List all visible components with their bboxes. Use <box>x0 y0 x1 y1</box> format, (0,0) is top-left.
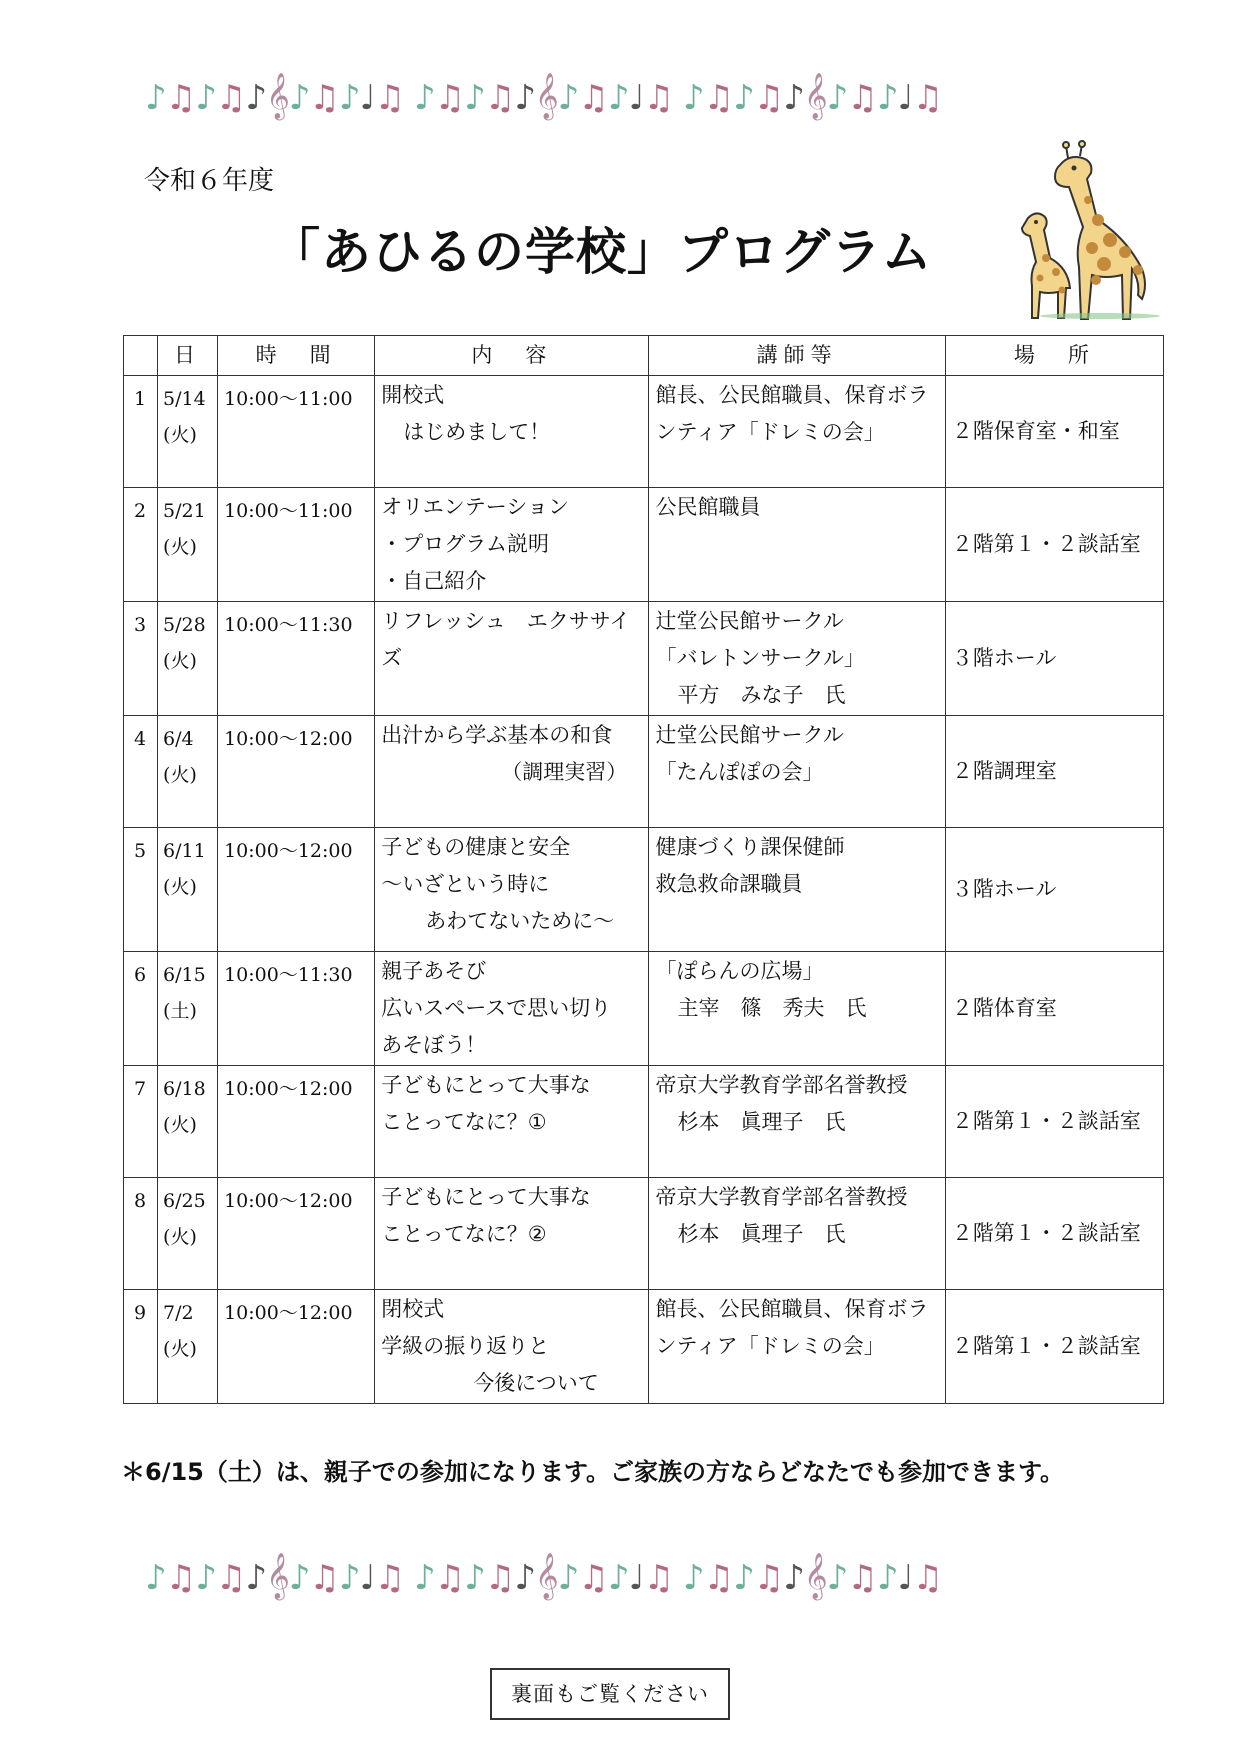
session-date <box>158 376 218 488</box>
music-note-icon: ♪ <box>514 78 536 118</box>
fiscal-year: 令和６年度 <box>144 166 275 196</box>
session-lecturer <box>649 488 945 602</box>
program-schedule-table <box>123 335 1164 1404</box>
cell-line: 5/21 <box>163 500 206 522</box>
music-note-icon: ♪ <box>514 1558 536 1598</box>
cell-line: あわてないために～ <box>425 909 615 933</box>
music-note-icon: ♩ <box>628 1558 644 1598</box>
session-place: ２階第１・２談話室 <box>945 1178 1163 1290</box>
session-place: ２階第１・２談話室 <box>945 1290 1163 1404</box>
music-note-icon: ♪ <box>464 1558 485 1598</box>
cell-line: ・プログラム説明 <box>381 532 550 556</box>
cell-line: 公民館職員 <box>655 495 761 519</box>
cell-line: はじめまして！ <box>403 420 551 444</box>
session-time: 10:00～11:00 <box>218 376 375 488</box>
session-time: 10:00～11:30 <box>218 602 375 716</box>
music-notes-border-top <box>145 68 1075 124</box>
page-title: 「あひるの学校」プログラム <box>270 223 933 281</box>
music-note-icon: ♫ <box>309 78 339 118</box>
music-note-icon: 𝄞 <box>535 1553 558 1599</box>
session-date <box>158 1066 218 1178</box>
music-note-icon: ♪ <box>145 78 166 118</box>
music-note-icon: ♪ <box>783 1558 804 1598</box>
session-content <box>375 602 649 716</box>
table-row <box>124 602 1164 716</box>
cell-line: 子どもにとって大事な <box>381 1185 591 1209</box>
music-note-icon: ♪ <box>413 78 435 118</box>
header-content: 内 容 <box>375 336 649 376</box>
music-note-icon: ♫ <box>703 78 734 118</box>
session-lecturer <box>649 828 945 952</box>
music-note-icon: ♩ <box>628 78 644 118</box>
session-date <box>158 716 218 828</box>
cell-line: (火) <box>163 764 197 786</box>
table-row <box>124 1066 1164 1178</box>
cell-line: 「たんぽぽの会」 <box>655 760 824 784</box>
music-note-icon: ♫ <box>643 1558 674 1598</box>
header-time: 時 間 <box>218 336 375 376</box>
music-note-icon: ♫ <box>374 1558 405 1598</box>
cell-line: 5/14 <box>163 388 206 410</box>
session-time: 10:00～11:00 <box>218 488 375 602</box>
music-note-icon: ♫ <box>847 78 877 118</box>
music-note-icon: ♪ <box>607 1558 629 1598</box>
cell-line: 出汁から学ぶ基本の和食 <box>381 723 613 747</box>
table-row <box>124 376 1164 488</box>
cell-line: あそぼう！ <box>381 1033 487 1057</box>
session-lecturer <box>649 376 945 488</box>
music-note-icon: ♫ <box>484 1558 515 1598</box>
music-note-icon: ♪ <box>876 1558 898 1598</box>
music-note-icon: ♫ <box>215 78 246 118</box>
table-row <box>124 828 1164 952</box>
header-lecturer: 講師等 <box>649 336 945 376</box>
music-note-icon: ♪ <box>464 78 485 118</box>
session-number: 9 <box>124 1290 158 1404</box>
cell-line: 「ぽらんの広場」 <box>655 959 824 983</box>
music-note-icon: ♫ <box>912 1558 943 1598</box>
session-time: 10:00～12:00 <box>218 1066 375 1178</box>
music-note-icon: ♪ <box>413 1558 435 1598</box>
cell-line: 6/15 <box>163 964 206 986</box>
session-place: ２階調理室 <box>945 716 1163 828</box>
music-note-icon: ♫ <box>578 78 608 118</box>
cell-line: 7/2 <box>163 1302 194 1324</box>
session-time: 10:00～12:00 <box>218 828 375 952</box>
music-note-icon: ♪ <box>826 1558 848 1598</box>
cell-line: (土) <box>163 1000 197 1022</box>
see-reverse-side-box: 裏面もご覧ください <box>490 1668 730 1720</box>
table-row <box>124 488 1164 602</box>
session-place: ３階ホール <box>945 602 1163 716</box>
music-note-icon: ♪ <box>682 1558 704 1598</box>
cell-line: オリエンテーション <box>381 495 569 519</box>
session-content <box>375 488 649 602</box>
cell-line: 辻堂公民館サークル <box>655 723 844 747</box>
session-date <box>158 1178 218 1290</box>
session-number: 2 <box>124 488 158 602</box>
music-note-icon: ♫ <box>912 78 943 118</box>
music-note-icon: ♩ <box>897 78 913 118</box>
music-note-icon: ♪ <box>195 1558 216 1598</box>
music-note-icon: ♫ <box>434 1558 465 1598</box>
cell-line: 館長、公民館職員、保育ボラ <box>655 1297 929 1321</box>
cell-line: 閉校式 <box>381 1297 445 1321</box>
cell-line: 学級の振り返りと <box>381 1334 550 1358</box>
session-place: ３階ホール <box>945 828 1163 952</box>
session-number: 7 <box>124 1066 158 1178</box>
music-notes-border-bottom <box>145 1548 1075 1604</box>
cell-line: 6/11 <box>163 840 206 862</box>
cell-line: (火) <box>163 876 197 898</box>
session-number: 5 <box>124 828 158 952</box>
music-note-icon: ♪ <box>338 1558 360 1598</box>
session-lecturer <box>649 602 945 716</box>
cell-line: 6/4 <box>163 728 194 750</box>
session-time: 10:00～12:00 <box>218 1290 375 1404</box>
session-number: 3 <box>124 602 158 716</box>
cell-line: 帝京大学教育学部名誉教授 <box>655 1185 908 1209</box>
music-note-icon: 𝄞 <box>803 73 827 119</box>
music-note-icon: ♫ <box>643 78 674 118</box>
session-place: ２階保育室・和室 <box>945 376 1163 488</box>
session-lecturer <box>649 1066 945 1178</box>
cell-line: ～いざという時に <box>381 872 550 896</box>
music-note-icon: ♪ <box>557 78 579 118</box>
music-note-icon: ♪ <box>245 78 267 118</box>
session-time: 10:00～12:00 <box>218 1178 375 1290</box>
session-lecturer <box>649 1290 945 1404</box>
cell-line: 開校式 <box>381 383 445 407</box>
cell-line: ンティア「ドレミの会」 <box>655 1334 885 1358</box>
music-note-icon: ♪ <box>826 78 848 118</box>
session-date <box>158 602 218 716</box>
music-note-icon: ♫ <box>165 1558 196 1598</box>
music-note-icon: ♫ <box>578 1558 608 1598</box>
table-row <box>124 716 1164 828</box>
cell-line: (火) <box>163 536 197 558</box>
cell-line: （調理実習） <box>501 760 628 784</box>
cell-line: 5/28 <box>163 614 206 636</box>
cell-line: 今後について <box>473 1371 599 1395</box>
music-note-icon: ♪ <box>733 78 754 118</box>
music-note-icon: ♪ <box>557 1558 579 1598</box>
table-row <box>124 1178 1164 1290</box>
cell-line: 6/25 <box>163 1190 206 1212</box>
cell-line: ンティア「ドレミの会」 <box>655 420 885 444</box>
session-lecturer <box>649 716 945 828</box>
cell-line: ことってなに？① <box>381 1110 547 1134</box>
cell-line: 6/18 <box>163 1078 206 1100</box>
session-number: 4 <box>124 716 158 828</box>
session-content <box>375 1290 649 1404</box>
table-row <box>124 1290 1164 1404</box>
session-content <box>375 828 649 952</box>
cell-line: 杉本 眞理子 氏 <box>677 1110 846 1134</box>
music-note-icon: ♪ <box>288 78 310 118</box>
session-time: 10:00～12:00 <box>218 716 375 828</box>
cell-line: 親子あそび <box>381 959 487 983</box>
cell-line: 帝京大学教育学部名誉教授 <box>655 1073 908 1097</box>
music-note-icon: ♪ <box>145 1558 166 1598</box>
cell-line: (火) <box>163 650 197 672</box>
music-note-icon: ♩ <box>897 1558 913 1598</box>
session-place: ２階体育室 <box>945 952 1163 1066</box>
music-note-icon: ♪ <box>288 1558 310 1598</box>
music-note-icon: ♫ <box>484 78 515 118</box>
table-header-row <box>124 336 1164 376</box>
session-number: 8 <box>124 1178 158 1290</box>
header-place: 場 所 <box>945 336 1163 376</box>
cell-line: 子どもにとって大事な <box>381 1073 591 1097</box>
music-note-icon: ♪ <box>195 78 216 118</box>
cell-line: 館長、公民館職員、保育ボラ <box>655 383 929 407</box>
music-note-icon: 𝄞 <box>266 73 289 119</box>
session-date <box>158 952 218 1066</box>
session-lecturer <box>649 952 945 1066</box>
cell-line: 杉本 眞理子 氏 <box>677 1222 846 1246</box>
family-participation-note: ＊6/15（土）は、親子での参加になります。ご家族の方ならどなたでも参加できます。 <box>121 1458 1065 1486</box>
music-note-icon: ♪ <box>607 78 629 118</box>
cell-line: 辻堂公民館サークル <box>655 609 844 633</box>
cell-line: 主宰 篠 秀夫 氏 <box>677 996 867 1020</box>
cell-line: 子どもの健康と安全 <box>381 835 571 859</box>
music-note-icon: ♩ <box>359 78 375 118</box>
music-note-icon: ♫ <box>753 1558 784 1598</box>
cell-line: ・自己紹介 <box>381 569 487 593</box>
header-date: 日 <box>158 336 218 376</box>
session-place: ２階第１・２談話室 <box>945 1066 1163 1178</box>
music-note-icon: ♪ <box>245 1558 267 1598</box>
session-content <box>375 1178 649 1290</box>
session-date <box>158 1290 218 1404</box>
session-number: 6 <box>124 952 158 1066</box>
cell-line: (火) <box>163 1226 197 1248</box>
music-note-icon: ♫ <box>374 78 405 118</box>
music-note-icon: ♫ <box>847 1558 877 1598</box>
cell-line: 「バレトンサークル」 <box>655 646 865 670</box>
music-note-icon: ♫ <box>165 78 196 118</box>
cell-line: (火) <box>163 1114 197 1136</box>
session-number: 1 <box>124 376 158 488</box>
music-note-icon: 𝄞 <box>535 73 558 119</box>
table-row <box>124 952 1164 1066</box>
music-note-icon: ♪ <box>876 78 898 118</box>
music-note-icon: 𝄞 <box>803 1553 827 1599</box>
music-note-icon: ♪ <box>783 78 804 118</box>
music-note-icon: ♫ <box>309 1558 339 1598</box>
session-content <box>375 952 649 1066</box>
header-number <box>124 336 158 376</box>
cell-line: ことってなに？② <box>381 1222 547 1246</box>
session-content <box>375 1066 649 1178</box>
session-time: 10:00～11:30 <box>218 952 375 1066</box>
session-place: ２階第１・２談話室 <box>945 488 1163 602</box>
music-note-icon: ♪ <box>338 78 360 118</box>
cell-line: 広いスペースで思い切り <box>381 996 612 1020</box>
cell-line: 健康づくり課保健師 <box>655 835 845 859</box>
music-note-icon: ♪ <box>733 1558 754 1598</box>
music-note-icon: 𝄞 <box>266 1553 289 1599</box>
session-date <box>158 488 218 602</box>
giraffe-icon <box>1000 140 1170 320</box>
cell-line: 平方 みな子 氏 <box>677 683 846 707</box>
session-date <box>158 828 218 952</box>
music-note-icon: ♫ <box>753 78 784 118</box>
cell-line: リフレッシュ エクササイ <box>381 609 631 633</box>
music-note-icon: ♫ <box>215 1558 246 1598</box>
cell-line: ズ <box>381 646 403 670</box>
music-note-icon: ♩ <box>359 1558 375 1598</box>
music-note-icon: ♪ <box>682 78 704 118</box>
cell-line: (火) <box>163 424 197 446</box>
session-content <box>375 376 649 488</box>
music-note-icon: ♫ <box>703 1558 734 1598</box>
music-note-icon: ♫ <box>434 78 465 118</box>
cell-line: 救急救命課職員 <box>655 872 803 896</box>
cell-line: (火) <box>163 1338 197 1360</box>
session-lecturer <box>649 1178 945 1290</box>
session-content <box>375 716 649 828</box>
